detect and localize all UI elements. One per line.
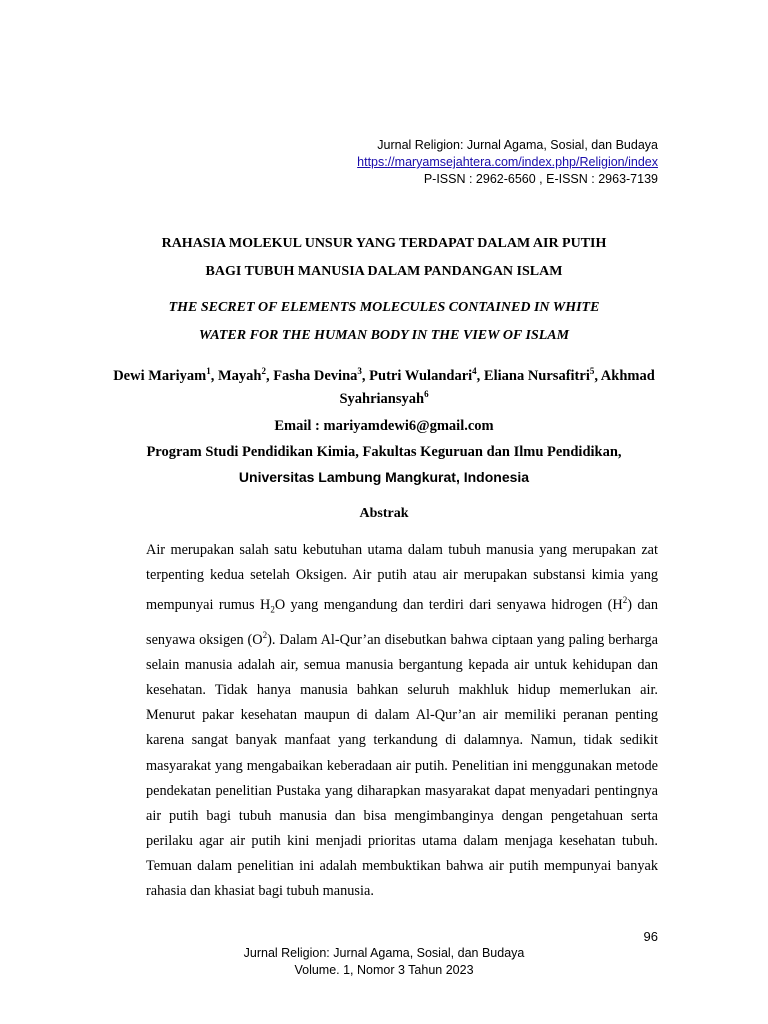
university: Universitas Lambung Mangkurat, Indonesia [238, 468, 530, 485]
title-indonesian [100, 230, 668, 286]
footer-volume: Volume. 1, Nomor 3 Tahun 2023 [294, 963, 474, 977]
author-affil-mark: 6 [424, 388, 429, 399]
author-list [100, 362, 668, 408]
title-en-line1: THE SECRET OF ELEMENTS MOLECULES CONTAINED IN WHITE [168, 300, 600, 315]
author-affil-mark: 3 [357, 366, 362, 376]
title-id-line2: BAGI TUBUH MANUSIA DALAM PANDANGAN ISLAM [205, 264, 563, 279]
abstract-text: ). Dalam Al-Qur’an disebutkan bahwa ciptaan yang paling berharga selain manusia adalah air, semua manusia bergantung kepada air untuk kehidupan dan kesehatan. Tidak hanya manusia bahkan seluruh makhluk hidup memerlukan air. Menurut pakar kesehatan maupun di dalam Al-Qur’an air memiliki peranan penting karena sangat banyak manfaat yang terkandung di dalamnya. Namun, tidak sedikit masyarakat yang mengabaikan keberadaan air putih. Penelitian ini menggunakan metode pendekatan penelitian Pustaka yang diharapkan masyarakat dapat menyadari pentingnya air putih bagi tubuh manusia dan bisa mengimbanginya dengan pengetahuan serta perilaku agar air putih kini menjadi prioritas utama dalam menjaga kesehatan tubuh. Temuan dalam penelitian ini adalah membuktikan bahwa air putih mempunyai banyak rahasia dan khasiat bagi tubuh manusia. [146, 631, 658, 900]
author-affil-mark: 5 [589, 366, 595, 376]
author-name: Dewi Mariyam [113, 367, 207, 384]
journal-header [357, 137, 658, 188]
subscript: 2 [270, 604, 275, 615]
abstract-heading: Abstrak [359, 506, 409, 521]
author-affil-mark: 1 [206, 366, 211, 376]
issn-line: P-ISSN : 2962-6560 , E-ISSN : 2963-7139 [423, 172, 658, 186]
author-email: Email : mariyamdewi6@gmail.com [274, 417, 494, 434]
abstract-paragraph [146, 538, 658, 905]
abstract-text: ) dan senyawa oksigen (O [146, 597, 658, 648]
author-affil-mark: 2 [261, 366, 266, 376]
journal-footer [0, 945, 768, 979]
abstract-text: O yang mengandung dan terdiri dari senyawa hidrogen (H [274, 597, 623, 614]
author-name: , Fasha Devina [265, 367, 358, 384]
affiliation: Program Studi Pendidikan Kimia, Fakultas Keguruan dan Ilmu Pendidikan, [146, 443, 622, 460]
abstract-body [146, 538, 658, 905]
author-name: , Akhmad Syahriansyah [339, 367, 655, 407]
abstract-text: Air merupakan salah satu kebutuhan utama dalam tubuh manusia yang merupakan zat terpenting kedua setelah Oksigen. Air putih atau air merupakan substansi kimia yang mempunyai rumus H [146, 542, 658, 614]
superscript: 2 [622, 595, 628, 606]
journal-name: Jurnal Religion: Jurnal Agama, Sosial, dan Budaya [377, 138, 658, 152]
author-affil-mark: 4 [472, 366, 477, 376]
author-name: , Mayah [210, 367, 262, 384]
title-block [100, 230, 668, 488]
title-id-line1: RAHASIA MOLEKUL UNSUR YANG TERDAPAT DALAM AIR PUTIH [161, 236, 607, 251]
author-name: , Eliana Nursafitri [476, 367, 590, 384]
page-number: 96 [643, 929, 658, 944]
author-name: , Putri Wulandari [361, 367, 473, 384]
footer-journal-name: Jurnal Religion: Jurnal Agama, Sosial, dan Budaya [243, 946, 525, 960]
superscript: 2 [262, 630, 268, 641]
journal-url-link[interactable]: https://maryamsejahtera.com/index.php/Religion/index [357, 155, 658, 169]
title-en-line2: WATER FOR THE HUMAN BODY IN THE VIEW OF ISLAM [198, 328, 570, 343]
title-english [100, 294, 668, 350]
